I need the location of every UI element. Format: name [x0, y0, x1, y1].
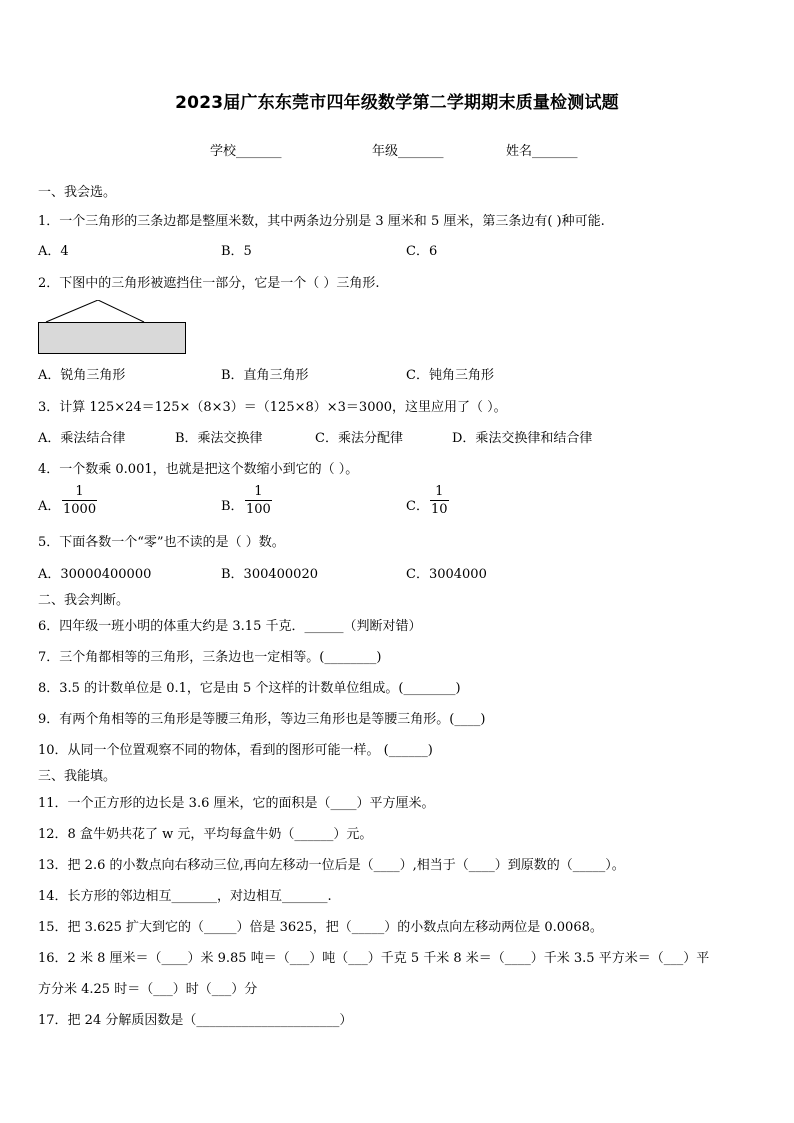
q2-option-c: C．钝角三角形	[406, 368, 494, 383]
question-9: 9．有两个角相等的三角形是等腰三角形，等边三角形也是等腰三角形。(____)	[38, 712, 486, 727]
question-1: 1．一个三角形的三条边都是整厘米数，其中两条边分别是 3 厘米和 5 厘米，第三条边有( )种可能.	[38, 214, 605, 229]
occluded-triangle-figure	[38, 300, 190, 356]
question-4: 4．一个数乘 0.001，也就是把这个数缩小到它的（ ）。	[38, 462, 359, 477]
q4-option-b-fraction	[245, 484, 272, 517]
question-2: 2．下图中的三角形被遮挡住一部分，它是一个（ ）三角形.	[38, 276, 380, 291]
q4-option-c-label: C．	[406, 499, 429, 514]
question-17: 17．把 24 分解质因数是（______________________）	[38, 1013, 353, 1028]
question-10: 10．从同一个位置观察不同的物体，看到的图形可能一样。 (______)	[38, 743, 433, 758]
page-title: 2023届广东东莞市四年级数学第二学期期末质量检测试题	[175, 93, 619, 113]
question-5: 5．下面各数一个“零”也不读的是（ ）数。	[38, 535, 285, 550]
question-15: 15．把 3.625 扩大到它的（_____）倍是 3625，把（_____）的小数点向左移动两位是 0.0068。	[38, 920, 603, 935]
question-7: 7．三个角都相等的三角形，三条边也一定相等。(________)	[38, 650, 382, 665]
fraction-bar	[430, 500, 449, 501]
q1-option-c: C．6	[406, 244, 438, 259]
question-3: 3．计算 125×24＝125×（8×3）＝（125×8）×3＝3000，这里应用了（ ）。	[38, 400, 507, 415]
question-16: 16．2 米 8 厘米＝（____）米 9.85 吨＝（___）吨（___）千克 5 千米 8 米＝（____）千米 3.5 平方米＝（___）平	[38, 951, 710, 966]
q3-option-d: D．乘法交换律和结合律	[452, 431, 593, 446]
question-12: 12．8 盒牛奶共花了 w 元，平均每盒牛奶（______）元。	[38, 827, 373, 842]
q4-option-a-fraction	[62, 484, 97, 517]
section-fill: 三、我能填。	[38, 769, 117, 784]
fraction-denominator: 1000	[63, 502, 97, 517]
fraction-bar	[62, 500, 97, 501]
q2-option-b: B．直角三角形	[221, 368, 309, 383]
section-choice: 一、我会选。	[38, 185, 117, 200]
question-6: 6．四年级一班小明的体重大约是 3.15 千克．______（判断对错）	[38, 619, 422, 634]
q2-option-a: A．锐角三角形	[38, 368, 126, 383]
fraction-bar	[245, 500, 272, 501]
question-13: 13．把 2.6 的小数点向右移动三位,再向左移动一位后是（____）,相当于（____）到原数的（_____）。	[38, 858, 625, 873]
q1-option-a: A．4	[38, 244, 69, 259]
q5-option-b: B．300400020	[221, 567, 318, 582]
question-16-continued: 方分米 4.25 时＝（___）时（___）分	[38, 982, 258, 997]
q3-option-a: A．乘法结合律	[38, 431, 126, 446]
q3-option-c: C．乘法分配律	[315, 431, 403, 446]
grade-field: 年级_______	[372, 144, 444, 159]
q4-option-a-label: A．	[38, 499, 61, 514]
fraction-denominator: 10	[431, 502, 448, 517]
question-14: 14．长方形的邻边相互_______，对边相互_______.	[38, 889, 332, 904]
q4-option-c-fraction	[430, 484, 449, 517]
q5-option-a: A．30000400000	[38, 567, 152, 582]
q4-option-b-label: B．	[221, 499, 244, 514]
q5-option-c: C．3004000	[406, 567, 487, 582]
question-8: 8．3.5 的计数单位是 0.1，它是由 5 个这样的计数单位组成。(________)	[38, 681, 461, 696]
fraction-numerator: 1	[254, 484, 263, 499]
q3-option-b: B．乘法交换律	[175, 431, 263, 446]
question-11: 11．一个正方形的边长是 3.6 厘米，它的面积是（____）平方厘米。	[38, 796, 435, 811]
fraction-numerator: 1	[435, 484, 444, 499]
name-field: 姓名_______	[506, 144, 578, 159]
fraction-denominator: 100	[246, 502, 271, 517]
section-judge: 二、我会判断。	[38, 593, 130, 608]
school-field: 学校_______	[210, 144, 282, 159]
fraction-numerator: 1	[75, 484, 84, 499]
q1-option-b: B．5	[221, 244, 252, 259]
